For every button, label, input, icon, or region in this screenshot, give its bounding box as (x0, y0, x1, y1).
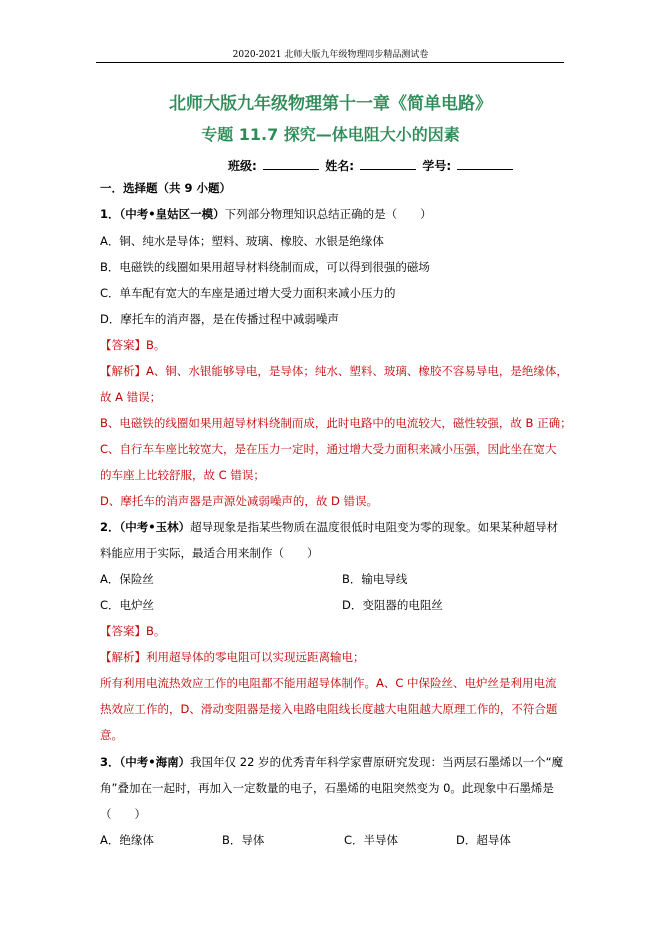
class-label: 班级: (228, 159, 257, 173)
student-info (228, 157, 515, 174)
id-blank (457, 159, 513, 170)
q2-explain-line: 意。 (100, 728, 123, 742)
q1-text: 下列部分物理知识总结正确的是（ ） (224, 207, 432, 221)
q3-stem (100, 754, 563, 770)
q1-explain-line: 【解析】A、铜、水银能够导电，是导体；纯水、塑料、玻璃、橡胶不容易导电，是绝缘体， (100, 364, 568, 378)
q1-explain-line: D、摩托车的消声器是声源处减弱噪声的，故 D 错误。 (100, 494, 379, 508)
q1-option-a: A．铜、纯水是导体；塑料、玻璃、橡胶、水银是绝缘体 (100, 234, 384, 248)
id-label: 学号: (422, 159, 452, 173)
section-title: 一．选择题（共 9 小题） (100, 181, 232, 195)
q1-explain-line: C、自行车车座比较宽大，是在压力一定时，通过增大受力面积来减小压强，因此坐在宽大 (100, 442, 557, 456)
q1-stem (100, 206, 432, 222)
q1-source: （中考•皇姑区一模） (119, 207, 225, 221)
name-label: 姓名: (325, 159, 354, 173)
q3-stem-paren: （ ） (100, 807, 146, 821)
q1-option-c: C．单车配有宽大的车座是通过增大受力面积来减小压力的 (100, 286, 396, 300)
q2-option-b: B．输电导线 (342, 572, 408, 586)
q3-option-b: B．导体 (222, 833, 265, 847)
q1-option-b: B．电磁铁的线圈如果用超导材料绕制而成，可以得到很强的磁场 (100, 260, 430, 274)
q2-explain-line: 热效应工作的，D、滑动变阻器是接入电路电阻线长度越大电阻越大原理工作的，不符合题 (100, 702, 558, 716)
q2-stem (100, 519, 558, 535)
page-header: 2020-2021 北师大版九年级物理同步精品测试卷 (232, 50, 429, 60)
q3-number: 3． (100, 755, 120, 769)
q2-explain-line: 【解析】利用超导体的零电阻可以实现远距离输电； (100, 650, 365, 664)
q1-answer: 【答案】B。 (100, 338, 166, 352)
q3-option-a: A．绝缘体 (100, 833, 154, 847)
q1-explain-line: B、电磁铁的线圈如果用超导材料绕制而成，此时电路中的电流较大，磁性较强，故 B 正确； (100, 416, 572, 430)
q3-option-c: C．半导体 (344, 833, 399, 847)
document-subtitle: 专题 11.7 探究—体电阻大小的因素 (201, 125, 460, 144)
q2-option-d: D．变阻器的电阻丝 (342, 598, 443, 612)
class-blank (263, 159, 319, 170)
q3-stem-cont: 角”叠加在一起时，再加入一定数量的电子，石墨烯的电阻突然变为 0。此现象中石墨烯是 (100, 781, 554, 795)
q3-text: 我国年仅 22 岁的优秀青年科学家曹原研究发现：当两层石墨烯以一个“魔 (190, 755, 564, 769)
q1-number: 1． (100, 207, 120, 221)
name-blank (360, 159, 416, 170)
q2-number: 2． (100, 520, 120, 534)
q2-explain-line: 所有利用电流热效应工作的电阻都不能用超导体制作。A、C 中保险丝、电炉丝是利用电流 (100, 676, 557, 690)
q3-option-d: D．超导体 (456, 833, 511, 847)
q2-text: 超导现象是指某些物质在温度很低时电阻变为零的现象。如果某种超导材 (190, 520, 559, 534)
q2-stem-cont: 料能应用于实际，最适合用来制作（ ） (100, 546, 319, 560)
q2-option-a: A．保险丝 (100, 572, 154, 586)
header-divider (96, 62, 564, 63)
q1-explain-line: 故 A 错误； (100, 390, 162, 404)
q3-source: （中考•海南） (119, 755, 191, 769)
q1-explain-line: 的车座上比较舒服，故 C 错误； (100, 468, 265, 482)
q2-answer: 【答案】B。 (100, 624, 166, 638)
q2-source: （中考•玉林） (119, 520, 191, 534)
q2-option-c: C．电炉丝 (100, 598, 155, 612)
q1-option-d: D．摩托车的消声器，是在传播过程中减弱噪声 (100, 312, 339, 326)
document-title: 北师大版九年级物理第十一章《简单电路》 (169, 94, 492, 114)
